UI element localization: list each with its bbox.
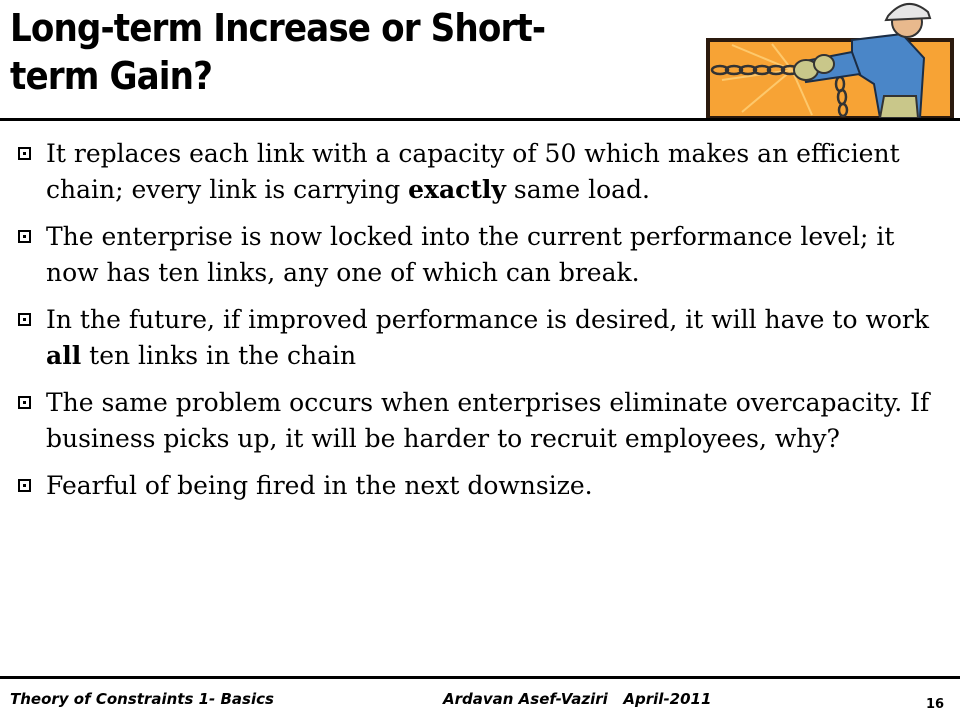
bullet-item: [16, 302, 951, 374]
footer-course-title: Theory of Constraints 1- Basics: [10, 690, 274, 708]
bullet-item: [16, 219, 951, 291]
emphasis-all: all: [46, 341, 82, 370]
worker-pulling-chain-icon: [702, 0, 960, 120]
footer-divider: [0, 676, 960, 679]
bullet-list: [16, 136, 951, 515]
bullet-text: The enterprise is now locked into the current performance level; it now has ten links, any one of which can break.: [46, 222, 895, 287]
bullet-text: The same problem occurs when enterprises eliminate overcapacity. If business picks up, it will be harder to recruit employees, why?: [46, 388, 930, 453]
bullet-item: [16, 385, 951, 457]
bullet-text: Fearful of being fired in the next downsize.: [46, 471, 593, 500]
square-bullet-icon: [18, 479, 31, 492]
square-bullet-icon: [18, 230, 31, 243]
bullet-item: [16, 468, 951, 504]
title-divider: [0, 118, 960, 121]
page-number: 16: [926, 697, 945, 712]
bullet-text: It replaces each link with a capacity of 50 which makes an efficient chain; every link is carrying exactly same load.: [46, 139, 900, 204]
square-bullet-icon: [18, 147, 31, 160]
square-bullet-icon: [18, 396, 31, 409]
footer-author-date: Ardavan Asef-Vaziri April-2011: [443, 690, 712, 708]
bullet-item: [16, 136, 951, 208]
square-bullet-icon: [18, 313, 31, 326]
emphasis-exactly: exactly: [408, 175, 506, 204]
slide-title: Long-term Increase or Short-term Gain?: [10, 6, 546, 98]
bullet-text: In the future, if improved performance is desired, it will have to work all ten links in the chain: [46, 305, 930, 370]
